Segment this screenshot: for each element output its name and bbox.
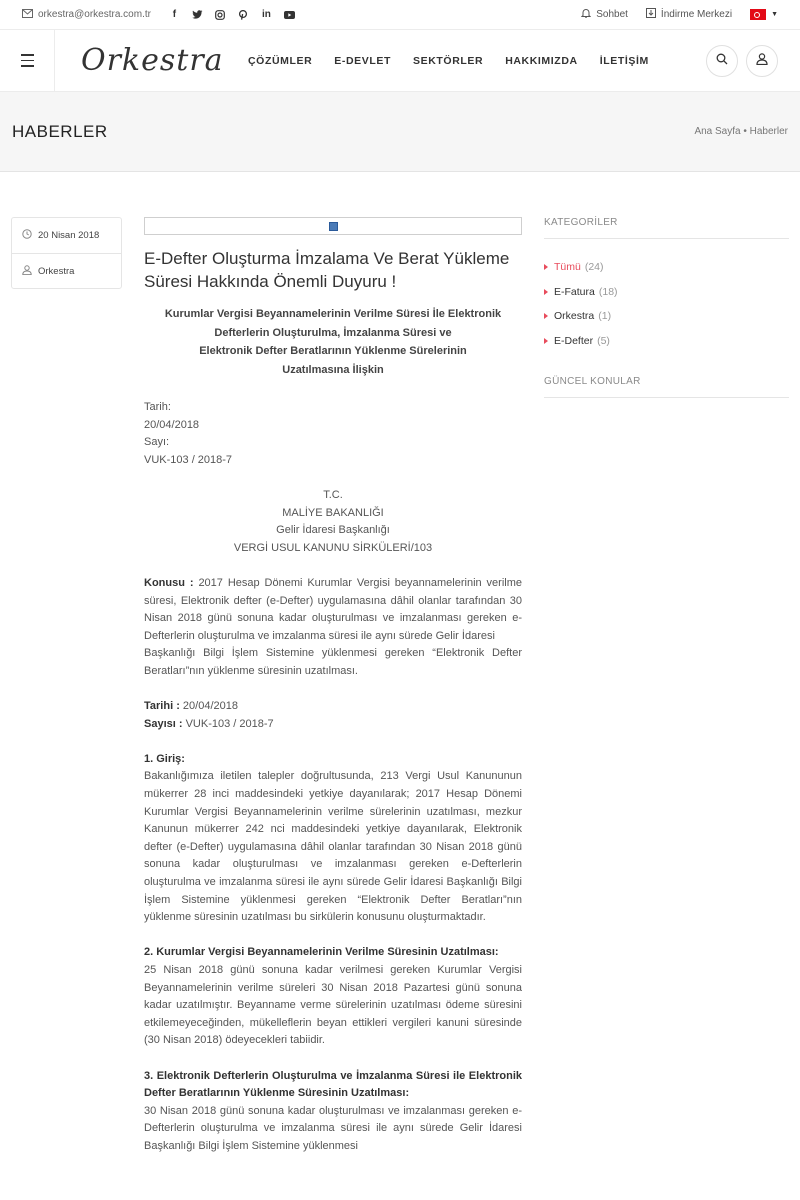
search-icon [716, 53, 728, 68]
email-text: orkestra@orkestra.com.tr [38, 9, 151, 20]
instagram-icon[interactable] [215, 9, 226, 20]
envelope-icon [22, 9, 33, 21]
subtitle-line: Defterlerin Oluşturulma, İmzalanma Süresi ve [214, 326, 452, 339]
caret-right-icon [544, 264, 548, 270]
subtitle-line: Kurumlar Vergisi Beyannamelerinin Verilme Süresi İle Elektronik [164, 308, 502, 320]
category-count: (24) [584, 261, 604, 274]
categories-title: KATEGORİLER [544, 217, 789, 239]
facebook-icon[interactable]: f [172, 9, 177, 20]
logo[interactable]: Orkestra [81, 43, 224, 78]
nav-item-hakkimizda[interactable]: HAKKIMIZDA [505, 54, 578, 67]
bell-icon [581, 8, 591, 21]
category-name: Tümü [554, 261, 581, 274]
section-1-title [144, 751, 522, 769]
tarihi-label: Tarihi : [144, 700, 180, 713]
post-meta-box [11, 217, 122, 289]
page-title-band [0, 92, 800, 172]
main-header [0, 30, 800, 92]
chat-link[interactable] [581, 8, 628, 21]
section-3-title [144, 1068, 522, 1103]
category-item-orkestra[interactable] [544, 304, 789, 329]
nav-item-iletisim[interactable]: İLETİŞİM [599, 54, 649, 67]
article [144, 217, 522, 1156]
user-icon [22, 265, 32, 278]
post-date [12, 218, 121, 253]
nav-item-cozumler[interactable]: ÇÖZÜMLER [248, 54, 313, 67]
sayisi-value: VUK-103 / 2018-7 [185, 717, 274, 730]
section-2-title [144, 944, 522, 962]
category-item-tumu[interactable] [544, 255, 789, 280]
sayi-label: Sayı: [144, 436, 170, 449]
section-title: 2. Kurumlar Vergisi Beyannamelerinin Verilme Süresinin Uzatılması: [144, 946, 499, 959]
heading-line: Gelir İdaresi Başkanlığı [276, 524, 390, 537]
nav-item-e-devlet[interactable]: E-DEVLET [334, 54, 392, 67]
section-1-text: Bakanlığımıza iletilen talepler doğrultusunda, 213 Vergi Usul Kanununun mükerrer 28 inci maddesindeki yetkiye dayanılarak; 2017 Hesap Dönemi Kurumlar Vergisi Beyannamelerinin verilme sürelerinin uzatılması, mezkur Kanunun mükerrer 242 nci maddesindeki yetkiye dayanılarak, Elektronik defter (e-Defter) uygulamasına dâhil olanlar tarafından 30 Nisan 2018 günü sonuna kadar oluşturulması ve imzalanması gereken e-Defterlerin oluşturulma ve imzalanma süresi ile aynı sürede Gelir İdaresi Başkanlığı Bilgi İşlem Sistemine yüklenmesi gereken “Elektronik Defter Beratları”nın yüklenme süresinin uzatılması bu sirkülerin konusunu oluşturmaktadır. [144, 770, 522, 924]
sidebar [544, 217, 789, 398]
post-date-text: 20 Nisan 2018 [38, 230, 100, 241]
search-button[interactable] [706, 45, 738, 77]
category-name: E-Defter [554, 334, 594, 347]
sayi-value: VUK-103 / 2018-7 [144, 453, 233, 466]
youtube-icon[interactable] [284, 9, 295, 20]
pinterest-icon[interactable] [238, 9, 249, 20]
article-title: E-Defter Oluşturma İmzalama Ve Berat Yükleme Süresi Hakkında Önemli Duyuru ! [144, 249, 510, 291]
konusu-text-2: Başkanlığı Bilgi İşlem Sistemine yüklenmesi gereken “Elektronik Defter Beratları”nın yüklenme süresinin uzatılması. [144, 647, 522, 677]
subtitle-line: Uzatılmasına İlişkin [282, 363, 384, 376]
chat-label: Sohbet [596, 9, 628, 20]
category-count: (1) [598, 310, 612, 323]
email-link[interactable] [22, 9, 151, 21]
category-list [544, 255, 789, 353]
nav-item-sektorler[interactable]: SEKTÖRLER [413, 54, 484, 67]
main-nav [248, 55, 649, 67]
page-title: HABERLER [12, 121, 108, 141]
konusu-text: 2017 Hesap Dönemi Kurumlar Vergisi beyannamelerinin verilme süresi, Elektronik defter (e-Defter) uygulamasına dâhil olanlar tarafından 30 Nisan 2018 günü sonuna kadar oluşturulması ve imzalanması gereken e-Defterlerin oluşturulma ve imzalanma süresi ile aynı sürede Gelir İdaresi [144, 576, 522, 642]
article-subtitle [144, 305, 522, 379]
category-item-e-defter[interactable] [544, 329, 789, 354]
section-title: 1. Giriş: [144, 752, 185, 765]
tarih-value: 20/04/2018 [144, 418, 200, 431]
category-count: (5) [597, 334, 610, 347]
category-count: (18) [598, 285, 618, 298]
turkey-flag-icon [750, 9, 766, 20]
download-center-label: İndirme Merkezi [660, 9, 733, 20]
download-center-link[interactable] [646, 8, 732, 21]
sayisi-line [144, 716, 522, 734]
account-button[interactable] [746, 45, 778, 77]
category-name: E-Fatura [554, 285, 595, 298]
heading-line: MALİYE BAKANLIĞI [282, 506, 384, 519]
caret-right-icon [544, 289, 548, 295]
caret-right-icon [544, 338, 548, 344]
post-author-text: Orkestra [38, 265, 75, 277]
linkedin-icon[interactable]: in [262, 9, 271, 20]
current-topics-title: GÜNCEL KONULAR [544, 376, 789, 398]
hamburger-icon [21, 52, 34, 69]
tarihi-value: 20/04/2018 [182, 700, 238, 713]
heading-line: T.C. [323, 488, 343, 501]
language-selector[interactable] [750, 9, 778, 20]
article-image-placeholder [144, 217, 522, 235]
category-item-e-fatura[interactable] [544, 280, 789, 305]
konusu-label: Konusu : [144, 576, 194, 589]
category-name: Orkestra [554, 310, 595, 323]
heading-line: VERGİ USUL KANUNU SİRKÜLERİ/103 [233, 541, 433, 554]
broken-image-icon [329, 222, 338, 231]
section-title: 3. Elektronik Defterlerin Oluşturulma ve İmzalanma Süresi ile Elektronik Defter Beratlarının Yüklenme Süresinin Uzatılması: [144, 1069, 522, 1100]
subtitle-line: Elektronik Defter Beratlarının Yüklenme Sürelerinin [199, 345, 467, 357]
clock-icon [22, 229, 32, 242]
user-icon [756, 53, 768, 68]
menu-button[interactable] [0, 30, 55, 91]
tarih-label: Tarih: [144, 401, 171, 413]
caret-right-icon [544, 313, 548, 319]
breadcrumb[interactable]: Ana Sayfa • Haberler [694, 126, 788, 137]
sayisi-label: Sayısı : [144, 717, 183, 730]
download-icon [646, 8, 656, 21]
post-author [12, 253, 121, 288]
section-2-text: 25 Nisan 2018 günü sonuna kadar verilmesi gereken Kurumlar Vergisi Beyannamelerinin verilme süreleri 30 Nisan 2018 Pazartesi günü sonuna kadar uzatılmıştır. Beyanname verme sürelerinin uzatılması ödeme süresini etkilemeyeceğinden, mükelleflerin beyan ettikleri vergileri kanuni süresinde (30 Nisan 2018) ödeyecekleri tabiidir. [144, 964, 522, 1047]
top-bar [0, 0, 800, 30]
twitter-icon[interactable] [192, 9, 203, 20]
tarihi-line [144, 698, 522, 716]
section-3-text: 30 Nisan 2018 günü sonuna kadar oluşturulması ve imzalanması gereken e-Defterlerin oluşturulma ve imzalanma süresi ile aynı sürede Gelir İdaresi Başkanlığı Bilgi İşlem Sistemine yüklenmesi [144, 1104, 522, 1152]
konusu-paragraph [144, 575, 522, 645]
caret-down-icon: ▼ [771, 11, 778, 18]
